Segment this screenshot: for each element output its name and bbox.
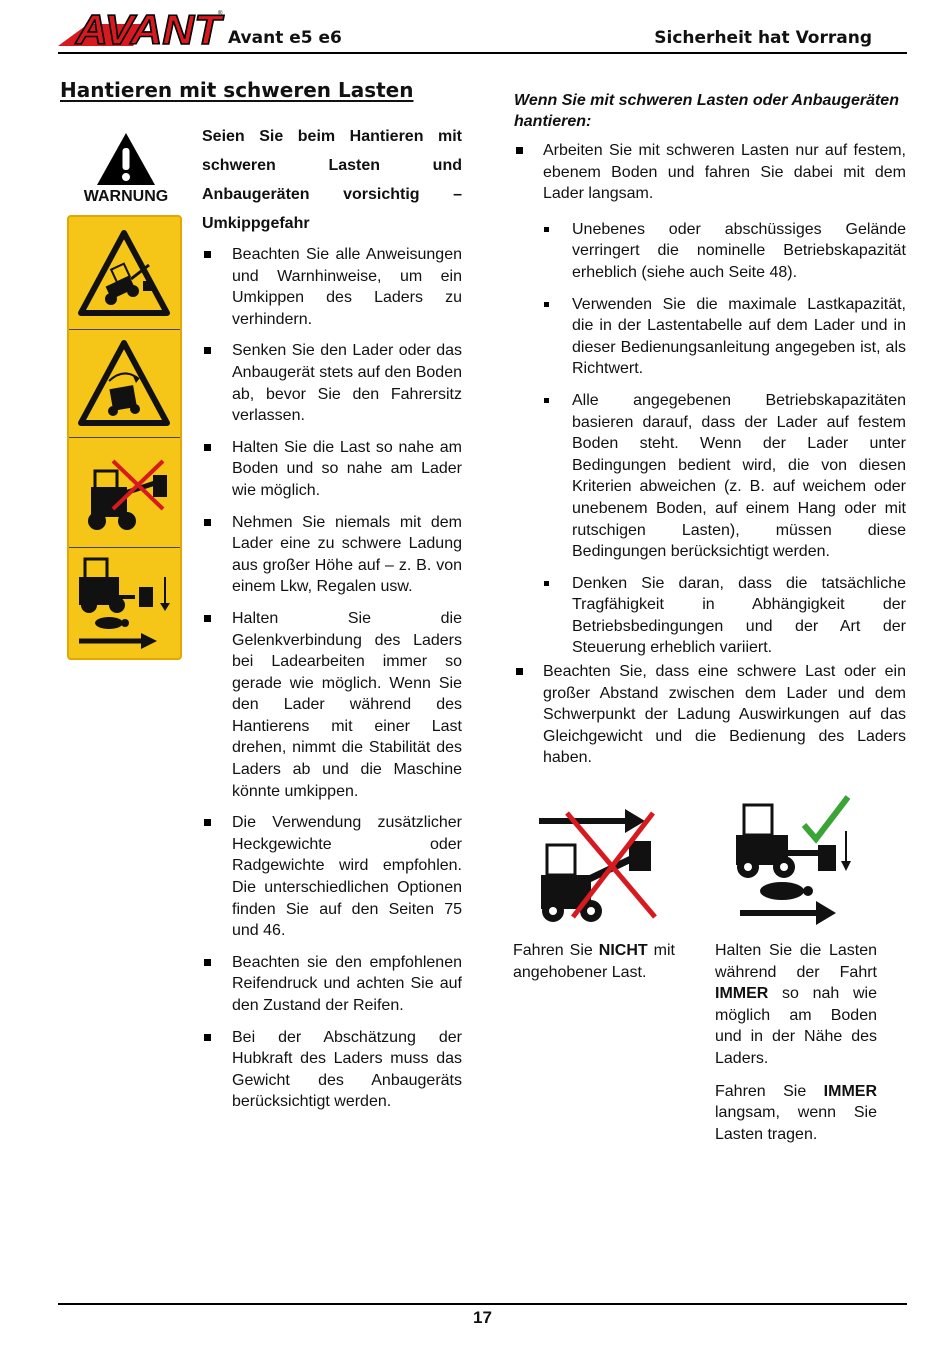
caption-do-not: [513, 940, 675, 994]
list-item: Beachten Sie alle Anweisungen und Warnhinweise, um ein Umkippen des Laders zu verhindern.: [202, 244, 462, 330]
header-rule: [58, 52, 907, 54]
caption-pre: Fahren Sie: [715, 1082, 824, 1100]
low-load-slow-drive-icon: [69, 547, 180, 658]
warning-label: WARNUNG: [83, 188, 169, 205]
svg-text:®: ®: [218, 11, 223, 17]
list-item-text: Arbeiten Sie mit schweren Lasten nur auf festem, ebenem Boden und fahren Sie dabei mit dem Lader langsam.: [543, 142, 906, 203]
list-item: [514, 140, 906, 659]
safety-decal: [67, 215, 182, 660]
header-section: Sicherheit hat Vorrang: [654, 28, 872, 48]
raised-load-prohibited-pictogram: [533, 805, 663, 925]
no-raised-load-driving-icon: [69, 437, 180, 548]
rollover-hazard-icon: [69, 329, 180, 438]
caption-pre: Fahren Sie: [513, 942, 599, 959]
list-item: Nehmen Sie niemals mit dem Lader eine zu schwere Ladung aus großer Höhe auf – z. B. von einem Lkw, Regalen usw.: [202, 512, 462, 598]
right-text-column: [514, 90, 906, 779]
caption-text: [715, 940, 877, 1070]
list-item: Senken Sie den Lader oder das Anbaugerät stets auf den Boden ab, bevor Sie den Fahrersitz verlassen.: [202, 340, 462, 426]
list-item: Beachten sie den empfohlenen Reifendruck und achten Sie auf den Zustand der Reifen.: [202, 952, 462, 1017]
header-model: Avant e5 e6: [228, 28, 342, 48]
sub-bullet-list: [543, 219, 906, 659]
sub-list-item: Verwenden Sie die maximale Lastkapazität, die in der Lastentabelle auf dem Lader und in dieser Bedienungsanleitung angegeben ist, als Richtwert.: [543, 294, 906, 380]
caption-post: langsam, wenn Sie Lasten tragen.: [715, 1104, 877, 1143]
sub-list-item: Alle angegebenen Betriebskapazitäten basieren darauf, dass der Lader auf festem Boden steht. Wenn der Lader unter Bedingungen bedient wird, die von diesen Kriterien abweichen (z. B. auf weichem oder unebenem Boden, auf einem Hang oder mit rutschigen Lasten), müssen diese Bedingungen berücksichtigt werden.: [543, 390, 906, 563]
caption-post: so nah wie möglich am Boden und in der Nähe des Laders.: [715, 985, 877, 1067]
caption-emphasis: NICHT: [598, 942, 648, 959]
caption-pre: Halten Sie die Lasten während der Fahrt: [715, 942, 877, 981]
warning-lead: Seien Sie beim Hantieren mit schweren Lasten und Anbaugeräten vorsichtig – Umkippgefahr: [202, 128, 462, 232]
left-bullet-list: [202, 244, 462, 1113]
caption-emphasis: IMMER: [823, 1082, 877, 1100]
list-item: Bei der Abschätzung der Hubkraft des Laders muss das Gewicht des Anbaugeräts berücksichtigt werden.: [202, 1027, 462, 1113]
page-number: 17: [473, 1308, 492, 1327]
page-title: Hantieren mit schweren Lasten: [60, 78, 414, 102]
list-item: Die Verwendung zusätzlicher Heckgewichte oder Radgewichte wird empfohlen. Die unterschiedlichen Optionen finden Sie auf den Seiten 75 und 46.: [202, 812, 462, 942]
sub-list-item: Denken Sie daran, dass die tatsächliche Tragfähigkeit in Abhängigkeit der Betriebsbedingungen und der Art der Steuerung erheblich variiert.: [543, 573, 906, 659]
left-text-column: [202, 122, 462, 1123]
tipover-hazard-icon: [69, 217, 180, 330]
sub-list-item: Unebenes oder abschüssiges Gelände verringert die nominelle Betriebskapazität erheblich (siehe auch Seite 48).: [543, 219, 906, 284]
right-heading: Wenn Sie mit schweren Lasten oder Anbaugeräten hantieren:: [514, 92, 899, 130]
warning-triangle-icon: [95, 131, 157, 187]
caption-text: [715, 1081, 877, 1146]
caption-always: [715, 940, 877, 1156]
list-item: Halten Sie die Last so nahe am Boden und so nahe am Lader wie möglich.: [202, 437, 462, 502]
svg-text:AVANT: AVANT: [74, 6, 225, 50]
footer-rule: [58, 1303, 907, 1305]
avant-logo: [58, 6, 228, 50]
caption-emphasis: IMMER: [715, 985, 769, 1003]
low-load-approved-pictogram: [732, 795, 862, 927]
right-bullet-list: [514, 140, 906, 769]
caption-text: [513, 940, 675, 983]
caption-post: mit angehobener Last.: [513, 942, 675, 981]
list-item: Halten Sie die Gelenkverbindung des Laders bei Ladearbeiten immer so gerade wie möglich. Wenn Sie den Lader während des Hantierens mit einer Last drehen, nimmt die Stabilität des Laders ab und die Maschine könnte umkippen.: [202, 608, 462, 802]
list-item: Beachten Sie, dass eine schwere Last oder ein großer Abstand zwischen dem Lader und dem Schwerpunkt der Ladung Auswirkungen auf das Gleichgewicht und die Bedienung des Laders haben.: [514, 661, 906, 769]
